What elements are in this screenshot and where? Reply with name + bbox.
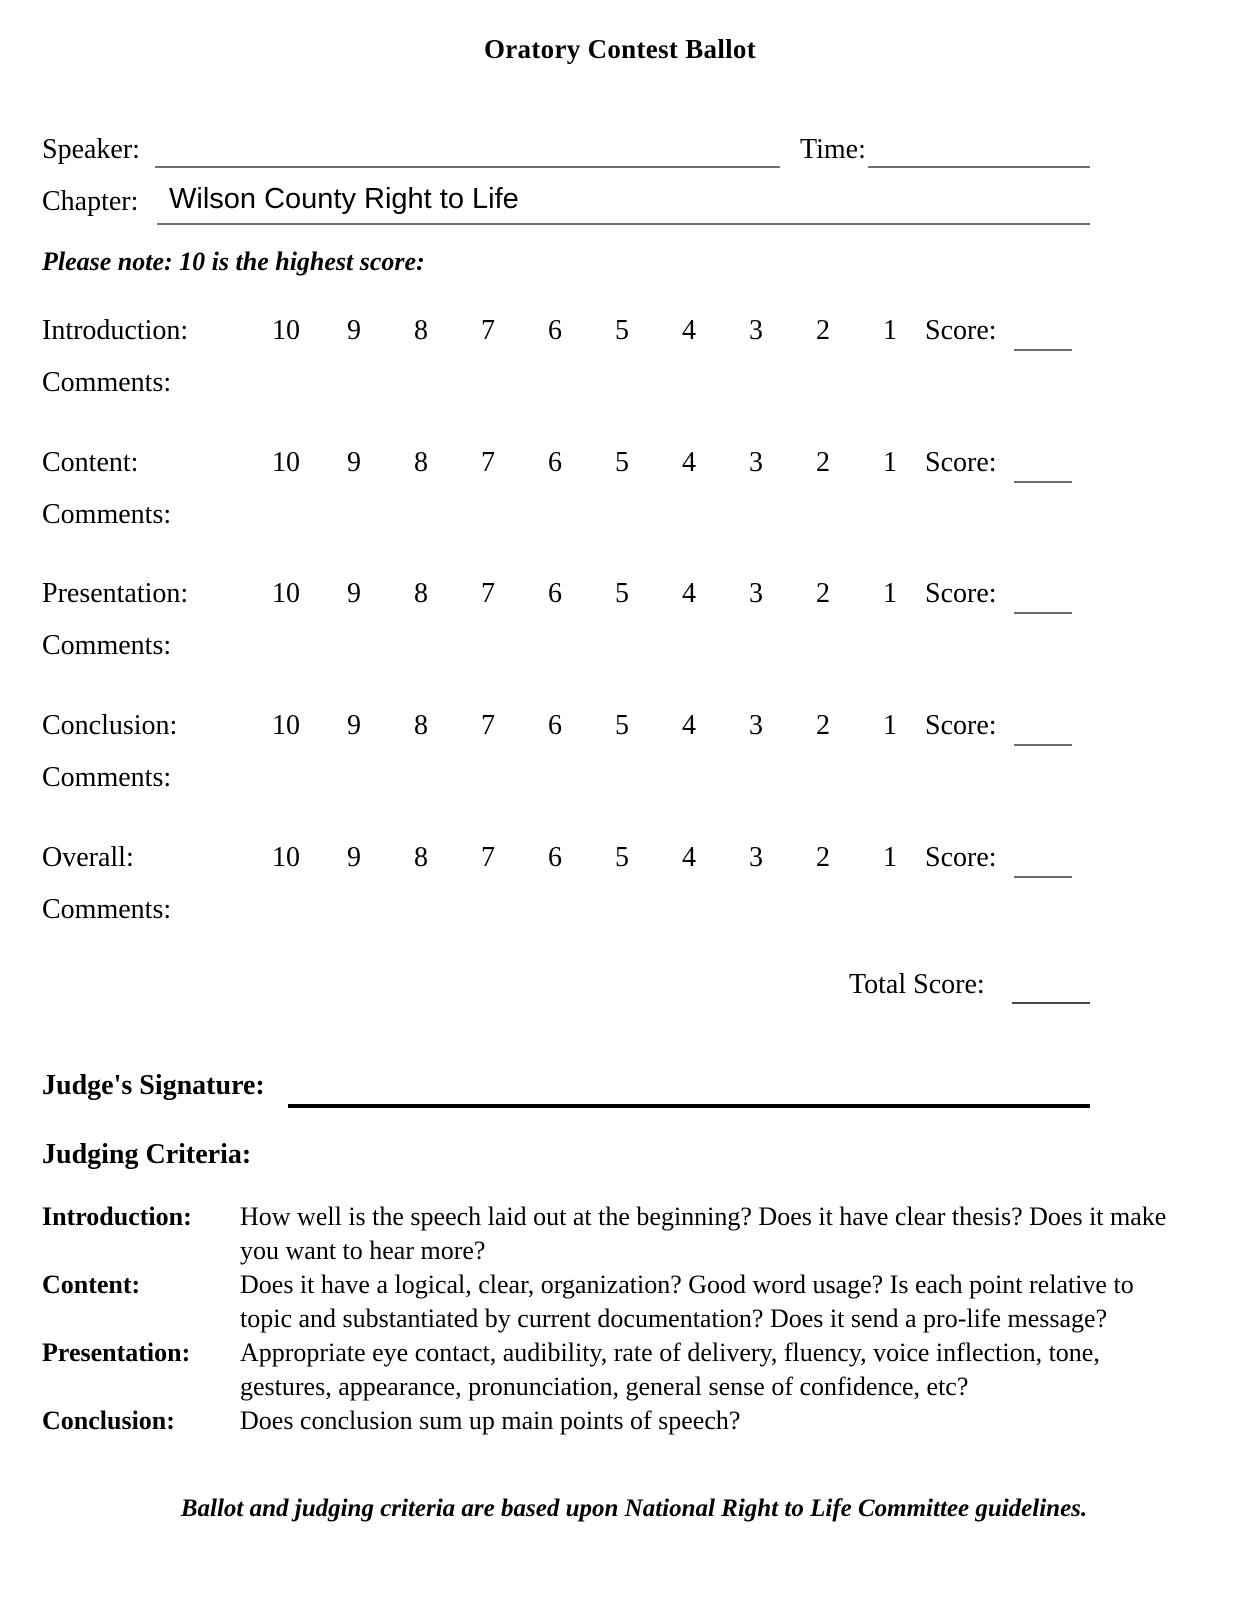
scale-option-10[interactable]: 10	[272, 315, 300, 346]
scale-option-10[interactable]: 10	[272, 447, 300, 478]
judge-signature-input[interactable]	[288, 1104, 1090, 1108]
time-label: Time:	[800, 134, 866, 165]
score-input-introduction[interactable]	[1014, 349, 1072, 351]
scale-option-8[interactable]: 8	[414, 447, 428, 478]
criteria-text-conclusion: Does conclusion sum up main points of speech?	[240, 1406, 741, 1435]
chapter-row	[42, 172, 1202, 224]
scale-option-10[interactable]: 10	[272, 842, 300, 873]
scale-option-4[interactable]: 4	[682, 842, 696, 873]
criteria-text-presentation: Appropriate eye contact, audibility, rate of delivery, fluency, voice inflection, tone, gestures, appearance, pronunciation, general sense of confidence, etc?	[240, 1338, 1100, 1401]
criteria-label-content: Content:	[42, 1270, 141, 1299]
scale-option-6[interactable]: 6	[548, 578, 562, 609]
scale-option-6[interactable]: 6	[548, 842, 562, 873]
scoring-note: Please note: 10 is the highest score:	[42, 247, 425, 276]
score-section-content	[0, 437, 1240, 530]
scale-option-7[interactable]: 7	[481, 842, 495, 873]
identification-block	[42, 128, 1202, 224]
chapter-label: Chapter:	[42, 186, 139, 217]
judging-criteria-list	[42, 1200, 1172, 1438]
scale-option-8[interactable]: 8	[414, 578, 428, 609]
scale-option-9[interactable]: 9	[347, 710, 361, 741]
criterion-label-content: Content:	[42, 447, 139, 478]
criterion-label-introduction: Introduction:	[42, 315, 189, 346]
chapter-value: Wilson County Right to Life	[169, 183, 519, 215]
scale-option-6[interactable]: 6	[548, 315, 562, 346]
scale-option-8[interactable]: 8	[414, 315, 428, 346]
scale-option-3[interactable]: 3	[749, 315, 763, 346]
scale-option-5[interactable]: 5	[615, 578, 629, 609]
score-row	[0, 568, 1240, 620]
scale-option-3[interactable]: 3	[749, 447, 763, 478]
criteria-item	[42, 1268, 1172, 1336]
footer-note: Ballot and judging criteria are based upon National Right to Life Committee guidelines.	[180, 1495, 1088, 1522]
comments-label-overall: Comments:	[42, 894, 172, 925]
criterion-label-overall: Overall:	[42, 842, 134, 873]
comments-label-conclusion: Comments:	[42, 762, 172, 793]
scale-option-8[interactable]: 8	[414, 710, 428, 741]
score-row	[0, 437, 1240, 489]
score-label-content: Score:	[925, 447, 997, 478]
page-title: Oratory Contest Ballot	[483, 34, 757, 64]
criteria-label-conclusion: Conclusion:	[42, 1406, 175, 1435]
scale-option-9[interactable]: 9	[347, 447, 361, 478]
score-scale-overall	[266, 832, 896, 884]
scale-option-6[interactable]: 6	[548, 447, 562, 478]
score-row	[0, 832, 1240, 884]
chapter-input[interactable]	[157, 223, 1090, 225]
scale-option-5[interactable]: 5	[615, 842, 629, 873]
scale-option-4[interactable]: 4	[682, 315, 696, 346]
score-row	[0, 305, 1240, 357]
scale-option-1[interactable]: 1	[883, 842, 897, 873]
scale-option-1[interactable]: 1	[883, 315, 897, 346]
scale-option-4[interactable]: 4	[682, 578, 696, 609]
scale-option-7[interactable]: 7	[481, 710, 495, 741]
criteria-item	[42, 1404, 1172, 1438]
scale-option-7[interactable]: 7	[481, 578, 495, 609]
scale-option-8[interactable]: 8	[414, 842, 428, 873]
criterion-label-conclusion: Conclusion:	[42, 710, 178, 741]
scale-option-2[interactable]: 2	[816, 710, 830, 741]
score-scale-conclusion	[266, 700, 896, 752]
speaker-input[interactable]	[155, 166, 780, 168]
score-scale-presentation	[266, 568, 896, 620]
score-section-introduction	[0, 305, 1240, 398]
scale-option-2[interactable]: 2	[816, 447, 830, 478]
comments-label-content: Comments:	[42, 499, 172, 530]
score-label-introduction: Score:	[925, 315, 997, 346]
time-input[interactable]	[868, 166, 1090, 168]
speaker-label: Speaker:	[42, 134, 140, 165]
speaker-time-row	[42, 128, 1202, 172]
scale-option-5[interactable]: 5	[615, 315, 629, 346]
judge-signature-label: Judge's Signature:	[42, 1070, 265, 1101]
scale-option-9[interactable]: 9	[347, 315, 361, 346]
scale-option-5[interactable]: 5	[615, 447, 629, 478]
score-input-conclusion[interactable]	[1014, 744, 1072, 746]
score-input-overall[interactable]	[1014, 876, 1072, 878]
criteria-item	[42, 1200, 1172, 1268]
scale-option-2[interactable]: 2	[816, 578, 830, 609]
total-score-input[interactable]	[1012, 1002, 1090, 1004]
scale-option-10[interactable]: 10	[272, 710, 300, 741]
scale-option-1[interactable]: 1	[883, 447, 897, 478]
score-scale-introduction	[266, 305, 896, 357]
criteria-item	[42, 1336, 1172, 1404]
scale-option-7[interactable]: 7	[481, 447, 495, 478]
scale-option-7[interactable]: 7	[481, 315, 495, 346]
score-scale-content	[266, 437, 896, 489]
scale-option-4[interactable]: 4	[682, 710, 696, 741]
scale-option-4[interactable]: 4	[682, 447, 696, 478]
score-input-presentation[interactable]	[1014, 612, 1072, 614]
criteria-text-introduction: How well is the speech laid out at the beginning? Does it have clear thesis? Does it make you want to hear more?	[240, 1202, 1167, 1265]
score-label-conclusion: Score:	[925, 710, 997, 741]
criteria-text-content: Does it have a logical, clear, organization? Good word usage? Is each point relative to topic and substantiated by current documentation? Does it send a pro-life message?	[240, 1270, 1134, 1333]
scale-option-3[interactable]: 3	[749, 710, 763, 741]
score-input-content[interactable]	[1014, 481, 1072, 483]
comments-label-presentation: Comments:	[42, 630, 172, 661]
score-section-conclusion	[0, 700, 1240, 793]
score-label-presentation: Score:	[925, 578, 997, 609]
score-row	[0, 700, 1240, 752]
scale-option-6[interactable]: 6	[548, 710, 562, 741]
comments-label-introduction: Comments:	[42, 367, 172, 398]
total-score-label: Total Score:	[849, 969, 985, 1000]
scale-option-9[interactable]: 9	[347, 578, 361, 609]
scale-option-9[interactable]: 9	[347, 842, 361, 873]
scale-option-5[interactable]: 5	[615, 710, 629, 741]
score-label-overall: Score:	[925, 842, 997, 873]
score-section-overall	[0, 832, 1240, 925]
criterion-label-presentation: Presentation:	[42, 578, 189, 609]
judging-criteria-heading: Judging Criteria:	[42, 1139, 252, 1170]
scale-option-2[interactable]: 2	[816, 315, 830, 346]
scale-option-10[interactable]: 10	[272, 578, 300, 609]
scale-option-3[interactable]: 3	[749, 842, 763, 873]
scale-option-2[interactable]: 2	[816, 842, 830, 873]
scale-option-1[interactable]: 1	[883, 578, 897, 609]
scale-option-3[interactable]: 3	[749, 578, 763, 609]
score-section-presentation	[0, 568, 1240, 661]
scale-option-1[interactable]: 1	[883, 710, 897, 741]
criteria-label-introduction: Introduction:	[42, 1202, 192, 1231]
criteria-label-presentation: Presentation:	[42, 1338, 191, 1367]
